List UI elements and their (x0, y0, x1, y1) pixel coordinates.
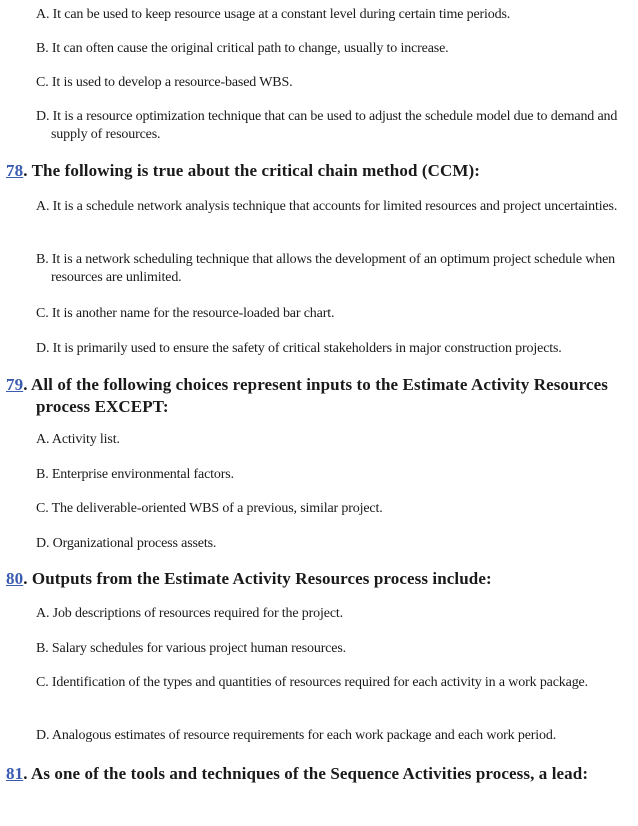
question-79 (6, 374, 626, 418)
q78-option-d: D. It is primarily used to ensure the safety of critical stakeholders in major construction projects. (36, 341, 562, 356)
q77-option-b: B. It can often cause the original critical path to change, usually to increase. (36, 41, 449, 56)
q80-option-b: B. Salary schedules for various project human resources. (36, 641, 347, 656)
question-81 (6, 763, 626, 785)
question-80-number-link[interactable]: 80 (6, 569, 24, 588)
question-80-stem: . Outputs from the Estimate Activity Resources process include: (23, 569, 492, 588)
q80-option-a: A. Job descriptions of resources required for the project. (36, 606, 343, 621)
q79-option-c: C. The deliverable-oriented WBS of a previous, similar project. (36, 501, 383, 516)
question-79-number-link[interactable]: 79 (6, 375, 24, 394)
q77-option-a: A. It can be used to keep resource usage at a constant level during certain time periods. (36, 7, 511, 22)
q77-option-c: C. It is used to develop a resource-based WBS. (36, 75, 293, 90)
question-81-stem: . As one of the tools and techniques of the Sequence Activities process, a lead: (23, 764, 589, 783)
q78-option-b: B. It is a network scheduling technique that allows the development of an optimum project schedule when resources are unlimited. (36, 252, 616, 285)
q80-option-c: C. Identification of the types and quantities of resources required for each activity in a work package. (36, 675, 588, 690)
question-79-stem: . All of the following choices represent inputs to the Estimate Activity Resources process EXCEPT: (23, 375, 608, 416)
q79-option-a: A. Activity list. (36, 432, 120, 447)
q80-option-d: D. Analogous estimates of resource requirements for each work package and each work period. (36, 728, 557, 743)
question-78 (6, 160, 626, 182)
q77-option-d: D. It is a resource optimization technique that can be used to adjust the schedule model due to demand and supply of resources. (36, 109, 618, 142)
q79-option-b: B. Enterprise environmental factors. (36, 467, 234, 482)
q78-option-c: C. It is another name for the resource-loaded bar chart. (36, 306, 335, 321)
question-80 (6, 568, 626, 590)
question-81-number-link[interactable]: 81 (6, 764, 24, 783)
q78-option-a: A. It is a schedule network analysis technique that accounts for limited resources and project uncertainties. (36, 199, 618, 214)
q79-option-d: D. Organizational process assets. (36, 536, 217, 551)
question-78-number-link[interactable]: 78 (6, 161, 24, 180)
question-78-stem: . The following is true about the critical chain method (CCM): (23, 161, 481, 180)
